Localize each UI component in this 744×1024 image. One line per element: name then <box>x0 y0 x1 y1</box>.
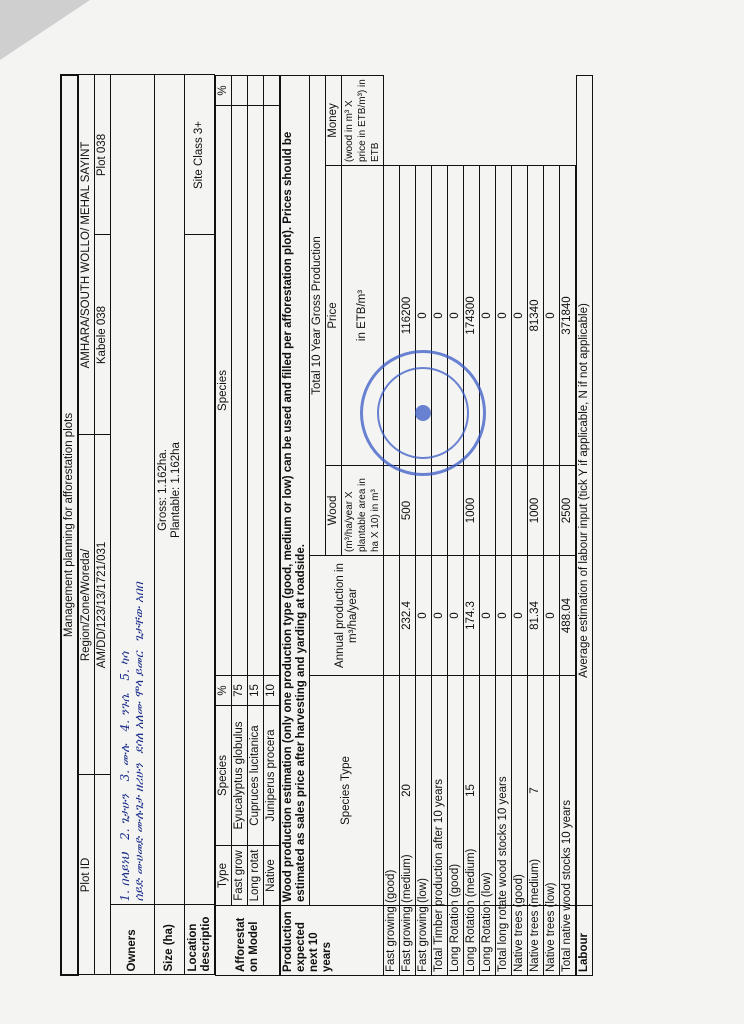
production-cell-annual <box>544 676 560 906</box>
production-label: Production expected next 10 years <box>281 906 384 976</box>
col-species: Species <box>216 706 232 846</box>
production-cell-price: 500 <box>400 466 416 556</box>
production-cell-wood: 0 <box>432 556 448 676</box>
production-row <box>512 76 528 976</box>
production-cell-wood: 0 <box>512 556 528 676</box>
owner-hand-row-1: ሰይድ ሙሀመድ ሙሉጌታ ዘሪሁን <box>131 763 146 902</box>
location-label: Location descriptio <box>185 905 215 975</box>
production-cell-wood: 232.4 <box>400 556 416 676</box>
plot-number: Plot 038 <box>95 75 111 235</box>
afforestation-row: Fast grow Eyucalyptus globulus 75 <box>232 76 248 976</box>
owner-5: 5. ካሳ <box>117 651 132 681</box>
labour-text: Average estimation of labour input (tick Y if applicable, N if not applicable) <box>577 76 593 906</box>
production-cell-price <box>384 466 400 556</box>
labour-table <box>576 75 593 976</box>
production-cell-money: 0 <box>544 166 560 466</box>
production-row <box>464 76 480 976</box>
production-row <box>384 76 400 976</box>
production-cell-annual <box>480 676 496 906</box>
production-row <box>496 76 512 976</box>
form-title: Management planning for afforestation plots <box>61 75 78 975</box>
col-money-sub: (wood in m³ X price in ETB/m³) in ETB <box>342 76 384 166</box>
production-cell-wood: 0 <box>416 556 432 676</box>
page-fold <box>0 0 90 60</box>
production-cell-wood <box>384 556 400 676</box>
production-cell-wood: 81.34 <box>528 556 544 676</box>
production-cell-price: 2500 <box>560 466 576 556</box>
labour-label: Labour <box>577 906 593 976</box>
owners-label: Owners <box>111 905 155 975</box>
production-cell-type: Fast growing (medium) <box>400 906 416 976</box>
production-cell-annual <box>416 676 432 906</box>
production-cell-type: Native trees (low) <box>544 906 560 976</box>
col-pct-2: % <box>216 76 232 106</box>
owner-1: 1. በላይነህ <box>117 852 132 902</box>
production-cell-price <box>480 466 496 556</box>
production-cell-wood: 0 <box>448 556 464 676</box>
production-row <box>480 76 496 976</box>
production-cell-type: Fast growing (good) <box>384 906 400 976</box>
col-type: Type <box>216 846 232 906</box>
production-cell-money: 174300 <box>464 166 480 466</box>
owner-4: 4. ንጉሴ <box>117 693 132 732</box>
afforestation-label: Afforestat on Model <box>216 906 280 976</box>
col-total: Total 10 Year Gross Production <box>310 76 326 556</box>
size-values <box>155 75 185 905</box>
header-table <box>60 74 215 976</box>
owner-hand-row-3: ጌታቸው አበበ <box>131 582 146 642</box>
production-cell-money: 0 <box>416 166 432 466</box>
production-cell-price <box>496 466 512 556</box>
production-cell-type: Fast growing (low) <box>416 906 432 976</box>
production-cell-price <box>544 466 560 556</box>
afforestation-row: Native Juniperus procera 10 <box>264 76 280 976</box>
production-cell-wood: 174.3 <box>464 556 480 676</box>
production-cell-type: Native trees (medium) <box>528 906 544 976</box>
kebele: Kabele 038 <box>95 235 111 435</box>
site-class: Site Class 3+ <box>185 75 215 235</box>
col-price: Price <box>326 166 342 466</box>
production-cell-wood: 488.04 <box>560 556 576 676</box>
location-value <box>185 235 215 905</box>
official-stamp <box>360 350 486 476</box>
production-cell-wood: 0 <box>496 556 512 676</box>
production-row <box>560 76 576 976</box>
production-cell-price: 1000 <box>464 466 480 556</box>
production-cell-money: 116200 <box>400 166 416 466</box>
production-cell-price <box>448 466 464 556</box>
production-cell-type: Long Rotation (low) <box>480 906 496 976</box>
owners-cell <box>111 75 155 905</box>
col-species-2: Species <box>216 106 232 676</box>
production-cell-money: 0 <box>496 166 512 466</box>
production-cell-price: 1000 <box>528 466 544 556</box>
production-cell-money: 81340 <box>528 166 544 466</box>
plot-id-label: Plot ID <box>78 775 95 975</box>
production-row <box>432 76 448 976</box>
stamp-emblem <box>415 405 431 421</box>
col-pct: % <box>216 676 232 706</box>
production-cell-annual: 20 <box>400 676 416 906</box>
production-cell-price <box>512 466 528 556</box>
production-cell-annual: 15 <box>464 676 480 906</box>
production-cell-type: Total native wood stocks 10 years <box>560 906 576 976</box>
size-label: Size (ha) <box>155 905 185 975</box>
production-note: Wood production estimation (only one production type (good, medium or low) can be used and filled per afforestation plot). Prices should be estimated as sales price after harvesting and yarding at roadside. <box>281 76 310 906</box>
size-plantable: Plantable: 1.162ha <box>169 442 182 538</box>
production-cell-money: 0 <box>512 166 528 466</box>
production-cell-money: 0 <box>480 166 496 466</box>
production-table <box>280 75 576 976</box>
production-cell-type: Total long rotate wood stocks 10 years <box>496 906 512 976</box>
owner-hand-row-2: ደሳለ አለሙ ሞላ ይመር <box>131 651 146 754</box>
plot-code: AM/DD/123/13/1721/031 <box>95 435 111 775</box>
production-cell-annual <box>512 676 528 906</box>
col-money: Money <box>326 76 342 166</box>
production-cell-price <box>416 466 432 556</box>
owner-3: 3. ሙሉ <box>117 744 132 782</box>
region-label: Region/Zone/Woreda/ <box>78 435 95 775</box>
size-gross: Gross: 1.162ha. <box>156 449 169 531</box>
production-cell-annual: 7 <box>528 676 544 906</box>
production-row <box>400 76 416 976</box>
production-cell-wood: 0 <box>544 556 560 676</box>
owner-2: 2. ጌታሁን <box>117 794 132 840</box>
col-annual: Annual production in m³/ha/year <box>310 556 384 676</box>
col-wood: Wood <box>326 466 342 556</box>
production-cell-money: 0 <box>448 166 464 466</box>
afforestation-table <box>215 75 280 976</box>
production-row <box>416 76 432 976</box>
col-wood-sub: (m³/ha/year X plantable area in ha X 10) in m³ <box>342 466 384 556</box>
production-cell-money: 371840 <box>560 166 576 466</box>
production-cell-type: Long Rotation (medium) <box>464 906 480 976</box>
production-row <box>448 76 464 976</box>
production-cell-type: Native trees (good) <box>512 906 528 976</box>
rotated-form <box>60 76 660 976</box>
production-cell-money: 0 <box>432 166 448 466</box>
afforestation-row: Long rotat Cupruces lucitanica 15 <box>248 76 264 976</box>
production-row <box>544 76 560 976</box>
production-cell-wood: 0 <box>480 556 496 676</box>
production-cell-type: Total Timber production after 10 years <box>432 906 448 976</box>
production-row <box>528 76 544 976</box>
production-cell-type: Long Rotation (good) <box>448 906 464 976</box>
col-species-type: Species Type <box>310 676 384 906</box>
blank-cell <box>95 775 111 975</box>
region-value: AMHARA/SOUTH WOLLO/ MEHAL SAYINT <box>78 75 95 435</box>
production-cell-price <box>432 466 448 556</box>
col-price-sub: in ETB/m³ <box>342 166 384 466</box>
